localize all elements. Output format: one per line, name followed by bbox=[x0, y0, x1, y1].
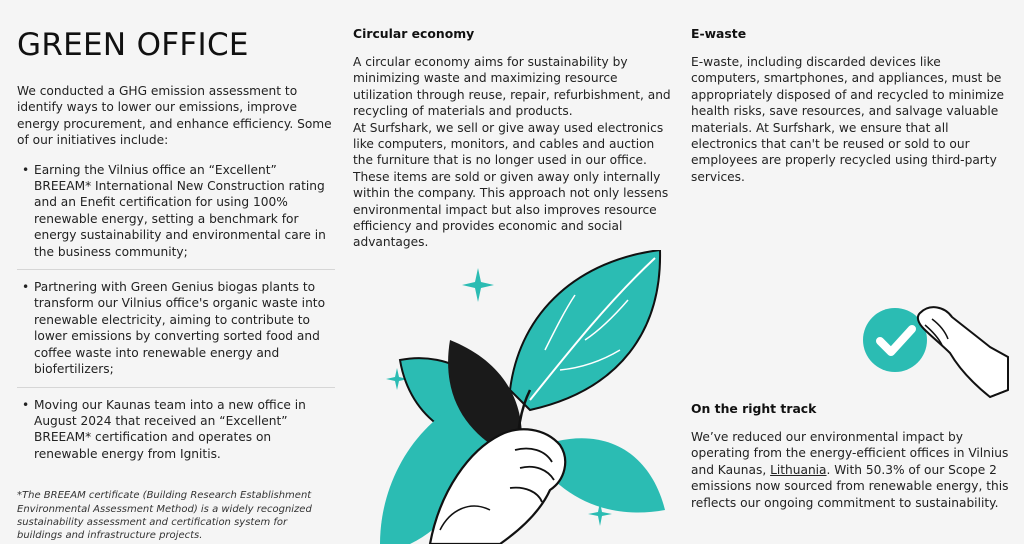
leaf-hand-illustration bbox=[370, 250, 670, 544]
e-waste-paragraph: E-waste, including discarded devices like computers, smartphones, and appliances, must be appropriately disposed of and recycled to minimize health risks, save resources, and salvage valuable materials. At Surfshark, we ensure that all electronics that can't be reused or sold to our employees are properly recycled using third-party services. bbox=[691, 55, 1005, 184]
right-track-text-end: . With 50.3% of our Scope 2 emissions now sourced from renewable energy, this reflects our ongoing commitment to sustainability. bbox=[691, 462, 1009, 510]
circular-economy-heading: Circular economy bbox=[353, 26, 475, 41]
intro-paragraph: We conducted a GHG emission assessment to identify ways to lower our emissions, improve energy procurement, and enhance efficiency. Some of our initiatives include: bbox=[17, 84, 332, 148]
initiatives-list bbox=[17, 162, 335, 472]
page-title: GREEN OFFICE bbox=[17, 27, 249, 63]
list-item: • Earning the Vilnius office an “Excellent” BREEAM* International New Construction rating and an Enefit certification for using 100% renewable energy, setting a benchmark for energy sustainability and environmental care in the business community; bbox=[17, 162, 335, 270]
e-waste-section bbox=[691, 26, 1009, 185]
right-track-section bbox=[691, 401, 1009, 511]
breeam-footnote: *The BREEAM certificate (Building Research Establishment Environmental Assessment Method) is a widely recognized sustainability assessment and certification system for buildings and infrastructure projects. bbox=[17, 490, 312, 542]
sparkle-icon bbox=[462, 268, 494, 302]
right-track-heading: On the right track bbox=[691, 401, 817, 416]
check-hand-illustration bbox=[850, 295, 1010, 400]
right-track-paragraph bbox=[691, 429, 1009, 511]
hand-icon bbox=[918, 307, 1008, 397]
e-waste-heading: E-waste bbox=[691, 26, 747, 41]
circular-economy-paragraph-1: A circular economy aims for sustainability by minimizing waste and maximizing resource utilization through reuse, repair, refurbishment, and recycling of materials and products. bbox=[353, 55, 671, 119]
list-item: • Partnering with Green Genius biogas plants to transform our Vilnius office's organic waste into renewable electricity, aiming to contribute to lower emissions by converting sorted food and coffee waste into renewable energy and biofertilizers; bbox=[17, 279, 335, 387]
green-office-section bbox=[17, 26, 335, 543]
lithuania-link[interactable]: Lithuania bbox=[770, 462, 827, 477]
circular-economy-section bbox=[353, 26, 671, 251]
list-item: • Moving our Kaunas team into a new office in August 2024 that received an “Excellent” BREEAM* certification and operates on renewable energy from Ignitis. bbox=[17, 397, 335, 472]
circular-economy-paragraph-2: At Surfshark, we sell or give away used electronics like computers, monitors, and cables and auction the furniture that is no longer used in our office. These items are sold or given away only internally within the company. This approach not only lessens environmental impact but also improves resource efficiency and provides economic and social advantages. bbox=[353, 120, 669, 250]
right-track-text-start: We’ve reduced our environmental impact by operating from the energy-efficient offices in Vilnius and Kaunas, bbox=[691, 430, 1009, 477]
